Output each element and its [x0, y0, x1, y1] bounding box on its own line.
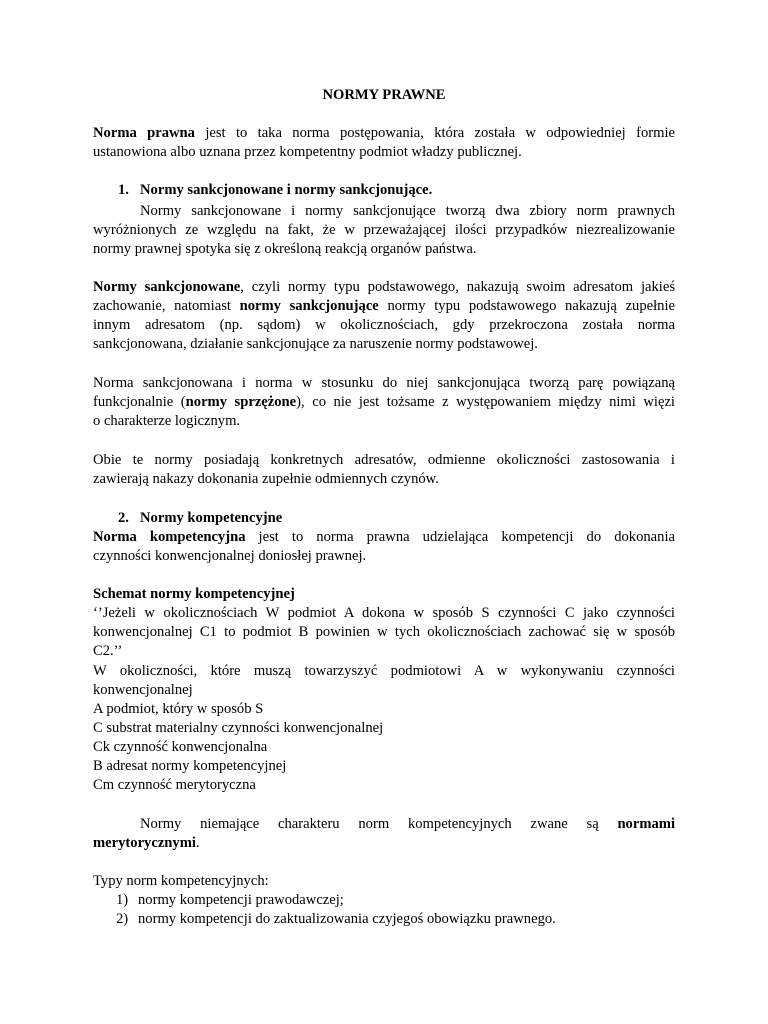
s1-p1-line-3: normy prawnej spotyka się z określoną reakcją organów państwa.: [93, 241, 477, 257]
intro-line-1-text: jest to taka norma postępowania, która została w odpowiedniej formie: [194, 125, 675, 141]
intro-line-2: ustanowiona albo uznana przez kompetentny podmiot władzy publicznej.: [93, 144, 522, 160]
page-title: NORMY PRAWNE: [322, 87, 446, 103]
types-heading: Typy norm kompetencyjnych:: [93, 873, 269, 889]
s1-p3-line-1: Norma sankcjonowana i norma w stosunku do niej sankcjonująca tworzą parę powiązaną: [93, 375, 675, 391]
s1-p3-line-2: [93, 393, 675, 412]
schema-heading: Schemat normy kompetencyjnej: [93, 586, 295, 602]
section-2-heading-text: Normy kompetencyjne: [140, 510, 283, 526]
s1-p2-line-3: innym adresatom (np. sądom) w okolicznościach, gdy przekroczona została norma: [93, 317, 675, 333]
schema-line-4: W okoliczności, które muszą towarzyszyć podmiotowi A w wykonywaniu czynności: [93, 663, 675, 679]
types-item-1-text: normy kompetencji prawodawczej;: [138, 892, 344, 908]
s2-def-line-2: czynności konwencjonalnej doniosłej prawnej.: [93, 548, 367, 564]
meryt-line-1-text: Normy niemające charakteru norm kompetencyjnych zwane są: [140, 816, 618, 832]
s1-p2-line-2-pre: zachowanie, natomiast: [93, 298, 240, 314]
schema-line-10: Cm czynność merytoryczna: [93, 777, 256, 793]
schema-line-8: Ck czynność konwencjonalna: [93, 739, 268, 755]
schema-line-7: C substrat materialny czynności konwencjonalnej: [93, 720, 384, 736]
s1-p1-line-1: Normy sankcjonowane i normy sankcjonujące tworzą dwa zbiory norm prawnych: [140, 203, 675, 219]
types-list-item-1: [116, 891, 344, 910]
s1-p1-line-2: wyróżnionych ze względu na fakt, że w przeważającej ilości przypadków niezrealizowanie: [93, 222, 675, 238]
meryt-line-1: [140, 815, 675, 834]
schema-line-2: konwencjonalnej C1 to podmiot B powinien w tych okolicznościach zachować się w sposób: [93, 624, 675, 640]
types-item-1-number: 1): [116, 892, 129, 908]
s1-p4-line-2: zawierają nakazy dokonania zupełnie odmiennych czynów.: [93, 471, 439, 487]
s1-p2-line-1-text: , czyli normy typu podstawowego, nakazują swoim adresatom jakieś: [240, 279, 675, 295]
schema-line-3: C2.’’: [93, 643, 123, 659]
term-normy-sankcjonowane: Normy sankcjonowane: [93, 279, 241, 295]
section-1-number: 1.: [118, 182, 129, 198]
term-normami: normami: [617, 816, 675, 832]
term-normy-sankcjonujace: normy sankcjonujące: [239, 298, 379, 314]
schema-line-6: A podmiot, który w sposób S: [93, 701, 264, 717]
s2-def-line-1-text: jest to norma prawna udzielająca kompetencji do dokonania: [245, 529, 675, 545]
term-norma-kompetencyjna: Norma kompetencyjna: [93, 529, 246, 545]
meryt-end: .: [195, 835, 200, 851]
s1-p3-line-3: o charakterze logicznym.: [93, 413, 241, 429]
s1-p4-line-1: Obie te normy posiadają konkretnych adresatów, odmienne okoliczności zastosowania i: [93, 452, 675, 468]
types-item-2-text: normy kompetencji do zaktualizowania czyjegoś obowiązku prawnego.: [138, 911, 556, 927]
s1-p2-line-2: [93, 297, 675, 316]
section-1-heading: [118, 181, 432, 200]
schema-line-1: ‘’Jeżeli w okolicznościach W podmiot A dokona w sposób S czynności C jako czynności: [93, 605, 675, 621]
section-2-number: 2.: [118, 510, 129, 526]
s1-p2-line-2-post: normy typu podstawowego nakazują zupełnie: [378, 298, 675, 314]
intro-term: Norma prawna: [93, 125, 195, 141]
schema-line-5: konwencjonalnej: [93, 682, 193, 698]
intro-line-1: [93, 124, 675, 143]
s1-p3-line-2-pre: funkcjonalnie (: [93, 394, 186, 410]
section-1-heading-text: Normy sankcjonowane i normy sankcjonujące.: [140, 182, 433, 198]
s1-p2-line-1: [93, 278, 675, 297]
meryt-line-2: [93, 834, 200, 853]
section-2-heading: [118, 509, 282, 528]
s1-p2-line-4: sankcjonowana, działanie sankcjonujące za naruszenie normy podstawowej.: [93, 336, 538, 352]
types-item-2-number: 2): [116, 911, 129, 927]
term-normy-sprzezone: normy sprzężone: [185, 394, 297, 410]
s2-def-line-1: [93, 528, 675, 547]
s1-p3-line-2-post: ), co nie jest tożsame z występowaniem między nimi więzi: [296, 394, 675, 410]
schema-line-9: B adresat normy kompetencyjnej: [93, 758, 287, 774]
types-list-item-2: [116, 910, 556, 929]
term-merytorycznymi: merytorycznymi: [93, 835, 196, 851]
